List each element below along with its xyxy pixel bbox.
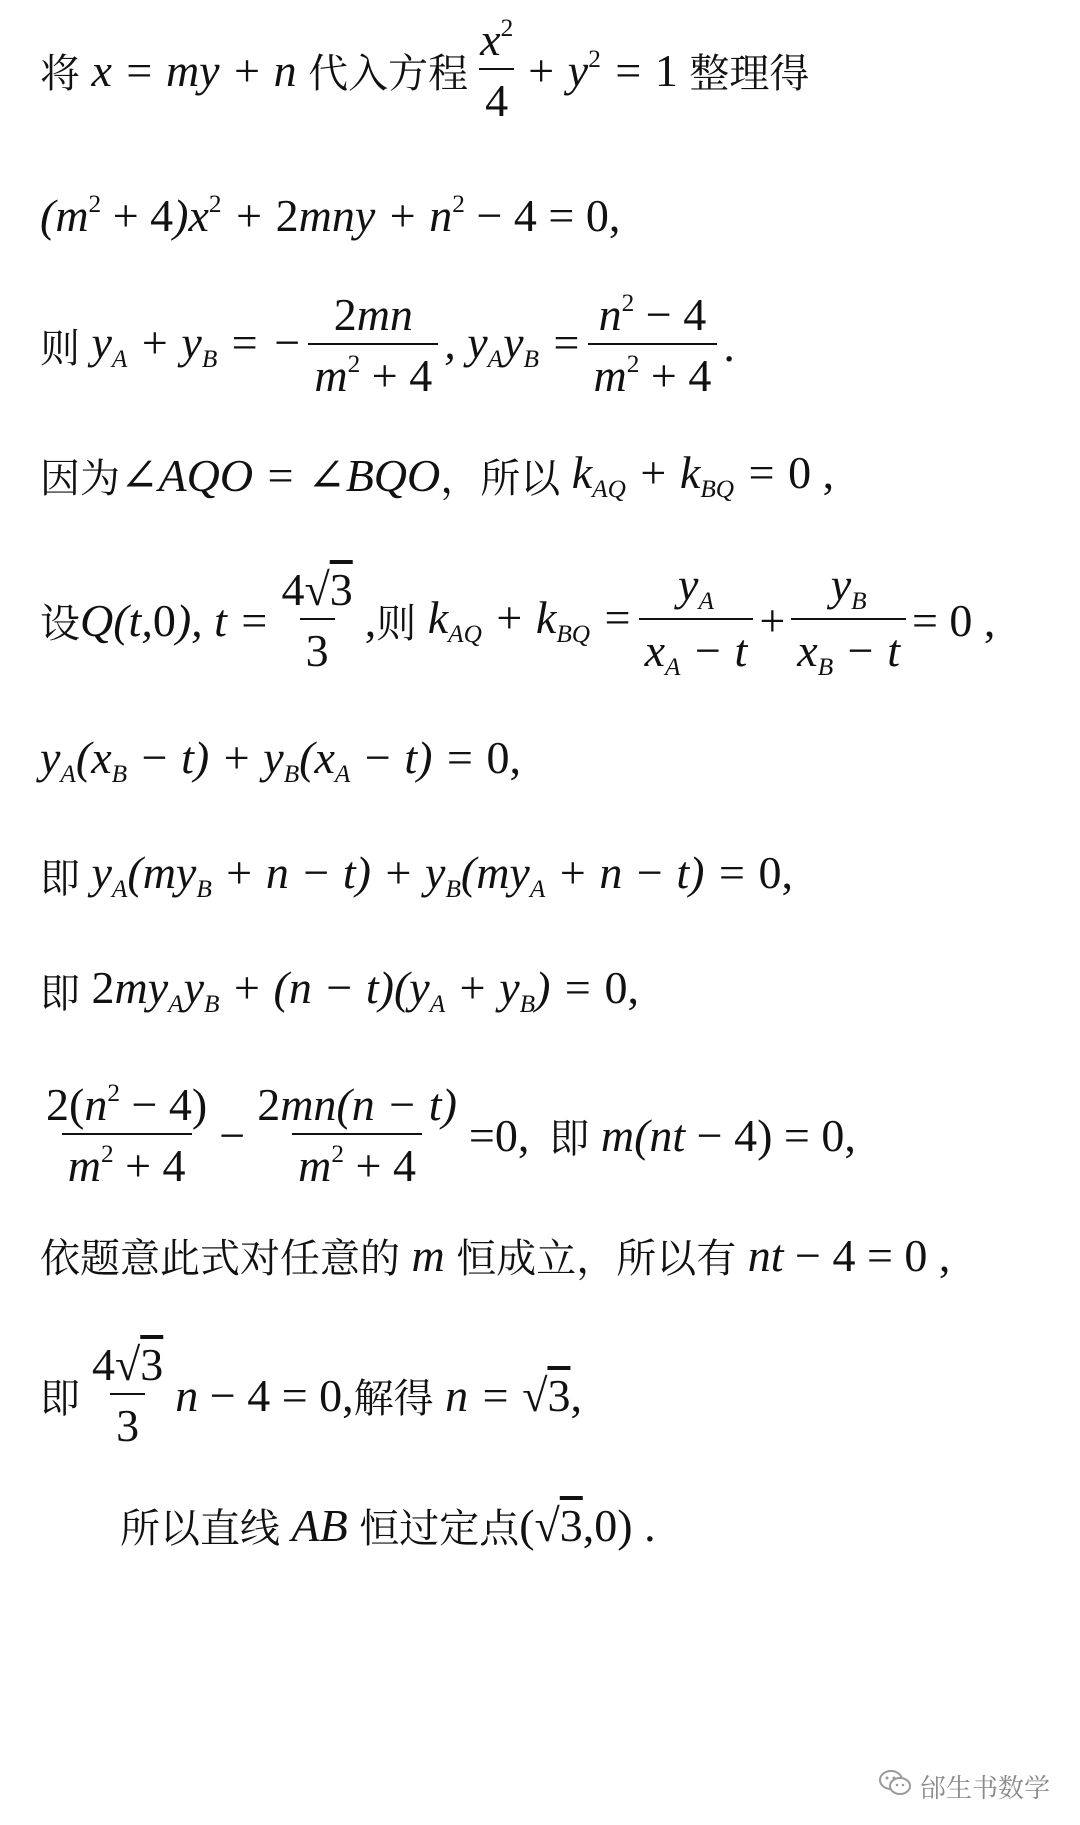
text-mid: 则 (376, 600, 417, 647)
text-mid: 代入方程 (308, 50, 469, 97)
math-slope-expression: $k_{AQ} + k_{BQ}$ = (416, 592, 633, 648)
math-substituted: $y_A(my_B + n - t) + y_B(my_A + n - t) = 0$, (80, 847, 794, 903)
fraction-4sqrt3-over-3: $\frac{4√3}{3}$ (92, 1339, 164, 1451)
watermark-text: 邰生书数学 (919, 1774, 1050, 1804)
math-substitution: x = my + n (80, 44, 309, 96)
math-m: m (400, 1229, 457, 1281)
equation-line-5: 设 Q(t,0), t = $\frac{4√3}{3}$ , 则 $k_{AQ} + k_{BQ}$ = $\frac{y_A}{x_A - t}$ + $\frac{y_B}{x_B - t}$ = 0 , (40, 559, 996, 681)
text-suffix: 整理得 (689, 50, 810, 97)
equation-line-4 (40, 440, 1060, 510)
math-cross-terms: $y_A(x_B - t) + y_B(x_A - t) = 0$, (40, 732, 522, 788)
math-product-roots: , $y_Ay_B$ = (444, 317, 582, 373)
text-prefix: 即 (40, 1375, 80, 1422)
equation-line-1 (40, 10, 1060, 130)
text-prefix: 将 (40, 50, 80, 97)
equation-line-3: 则 $y_A + y_B$ = − $\frac{2mn}{m^2 + 4}$ , $y_Ay_B$ = $\frac{n^2 - 4}{m^2 + 4}$ . (40, 289, 735, 401)
math-grouped: $2my_Ay_B + (n - t)(y_A + y_B) = 0$, (91, 962, 639, 1018)
fraction-n2-4: $\frac{n^2 - 4}{m^2 + 4}$ (588, 288, 718, 402)
fraction-yb: $\frac{y_B}{x_B - t}$ (791, 558, 906, 682)
fraction-2-n2-4: $\frac{2(n^2 - 4)}{m^2 + 4}$ (46, 1079, 208, 1191)
text-mid: 解得 (353, 1375, 434, 1422)
equation-line-8 (40, 955, 1060, 1025)
math-n-value: n = √3, (433, 1369, 582, 1421)
math-q-point: Q(t,0), t = (80, 594, 270, 646)
text-content: 依题意此式对任意的 (40, 1235, 400, 1282)
watermark (878, 1768, 1050, 1805)
fraction-x2-over-4: $\frac{x^2}{4}$ (480, 14, 514, 126)
math-line-ab: AB (280, 1499, 360, 1551)
math-fixed-point: (√3,0) . (519, 1499, 656, 1551)
equation-line-11 (40, 1330, 1060, 1460)
text-mid: ，所以 (440, 455, 561, 502)
math-simplified: m(nt − 4) = 0, (589, 1109, 856, 1161)
math-angles: ∠AQO = ∠BQO (120, 450, 441, 501)
text-prefix: 因为 (40, 455, 120, 502)
text-prefix: 设 (40, 600, 80, 647)
equation-line-7 (40, 840, 1060, 910)
math-nt-condition: nt − 4 = 0 , (736, 1229, 951, 1281)
math-sum-roots: $y_A + y_B$ = − (80, 317, 303, 373)
equation-line-10 (40, 1220, 1060, 1290)
text-mid: 即 (549, 1115, 590, 1162)
math-n-equation: n − 4 = 0, (175, 1369, 354, 1421)
math-ellipse: + $y^2 = 1$ (525, 44, 678, 96)
equation-line-2 (40, 180, 1060, 250)
equation-line-9: $\frac{2(n^2 - 4)}{m^2 + 4}$ − $\frac{2mn(n - t)}{m^2 + 4}$ =0, 即 m(nt − 4) = 0, (40, 1075, 1060, 1195)
text-prefix: 所以直线 (120, 1505, 280, 1552)
text-prefix: 则 (40, 325, 80, 372)
fraction-2mn: $\frac{2mn}{m^2 + 4}$ (308, 288, 438, 402)
fraction-ya: $\frac{y_A}{x_A - t}$ (639, 558, 754, 682)
text-prefix: 即 (40, 970, 80, 1017)
text-mid: 恒成立，所以有 (456, 1235, 737, 1282)
fraction-4sqrt3-over-3: $\frac{4√3}{3}$ (281, 564, 353, 676)
text-mid: 恒过定点 (359, 1505, 520, 1552)
wechat-icon (878, 1768, 912, 1805)
math-quadratic: $(m^2 + 4)x^2 + 2mny + n^2 - 4 = 0$, (40, 189, 621, 241)
equation-line-12 (120, 1490, 1060, 1560)
text-prefix: 即 (40, 855, 80, 902)
fraction-2mn-n-t: $\frac{2mn(n - t)}{m^2 + 4}$ (257, 1079, 457, 1191)
equation-line-6 (40, 725, 1060, 795)
math-slopes-sum: $k_{AQ} + k_{BQ} = 0$ , (560, 447, 835, 503)
